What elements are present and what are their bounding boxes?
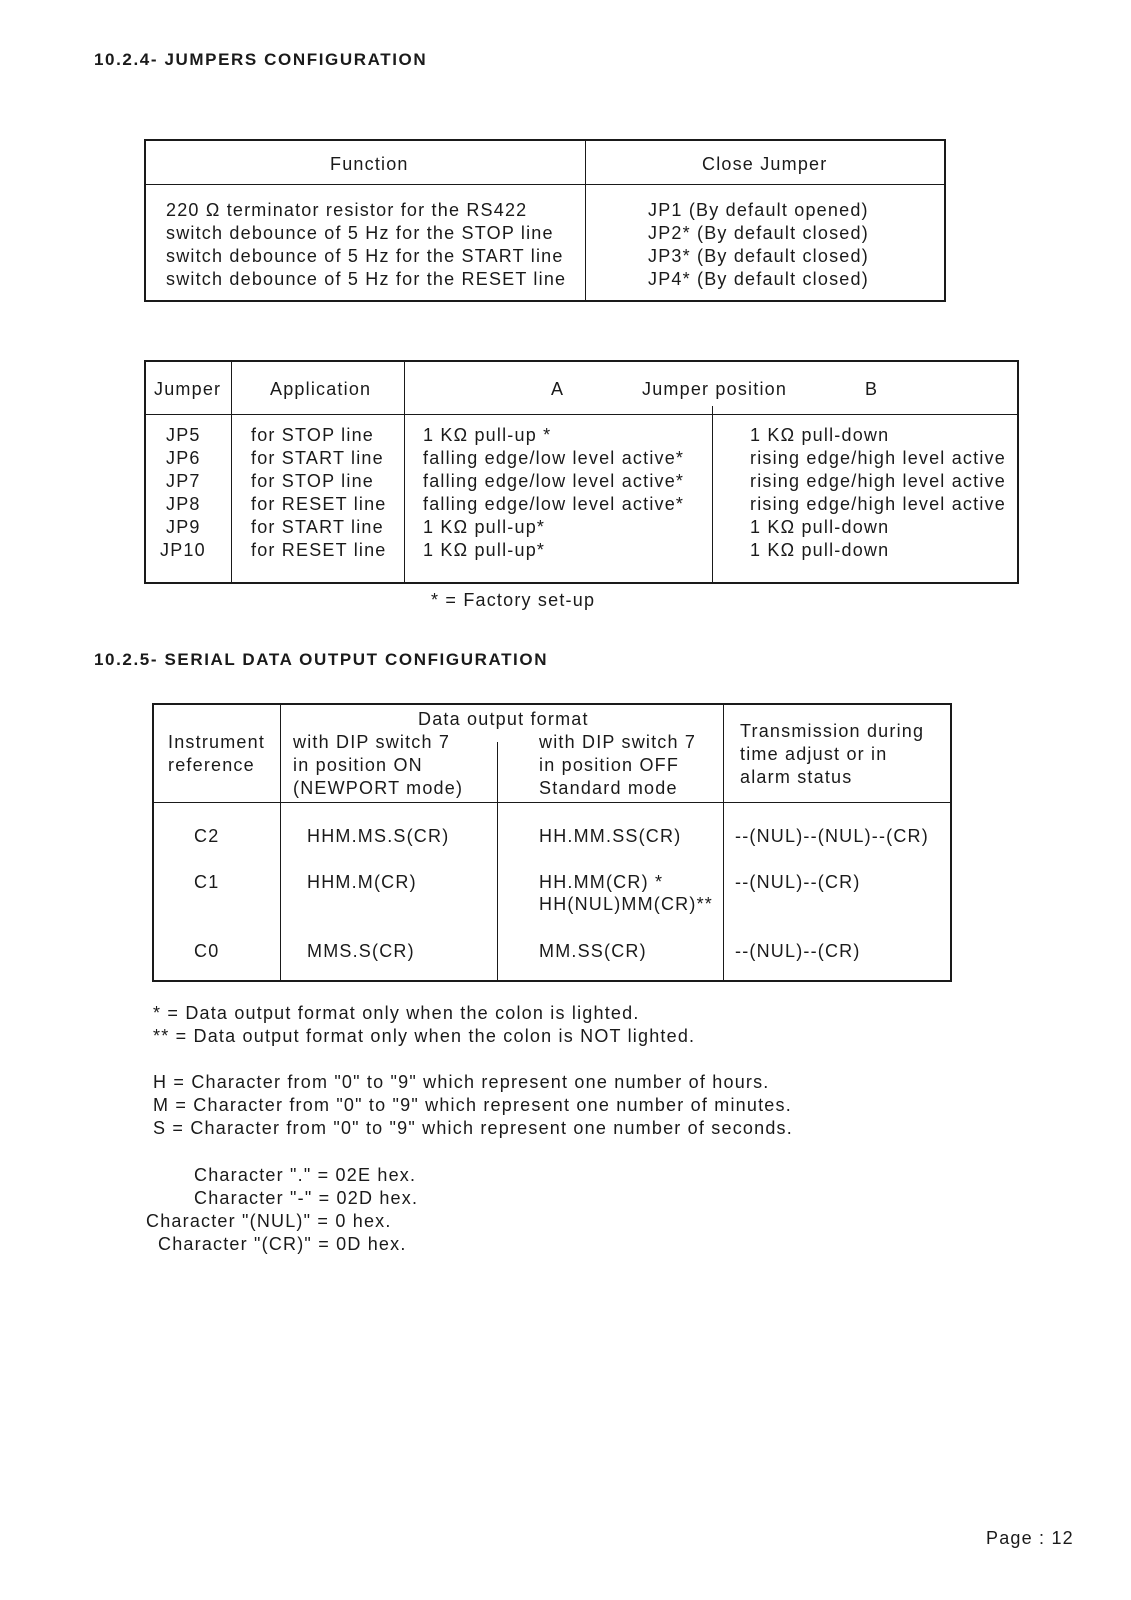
transmission-cell: --(NUL)--(CR) (735, 941, 861, 961)
application-cell: for START line (251, 517, 384, 537)
format-off-cell: HH.MM.SS(CR) (539, 826, 682, 846)
table-divider (404, 360, 405, 584)
page-number: Page : 12 (986, 1528, 1074, 1548)
format-off-cell: HH(NUL)MM(CR)** (539, 894, 713, 914)
position-b-cell: 1 KΩ pull-down (750, 517, 890, 537)
column-header-jumper-position: Jumper position (642, 379, 788, 399)
column-header-dip-off: with DIP switch 7 (539, 732, 697, 752)
table-divider (144, 414, 1019, 415)
column-header-instrument: Instrument (168, 732, 266, 752)
table-divider (723, 703, 724, 982)
position-b-cell: rising edge/high level active (750, 471, 1006, 491)
application-cell: for RESET line (251, 540, 387, 560)
table-divider (585, 139, 586, 302)
character-code-line: Character "-" = 02D hex. (194, 1188, 419, 1208)
factory-setup-footnote: * = Factory set-up (431, 590, 596, 610)
transmission-cell: --(NUL)--(NUL)--(CR) (735, 826, 929, 846)
table-divider (152, 802, 952, 803)
position-a-cell: falling edge/low level active* (423, 471, 685, 491)
note-line: * = Data output format only when the colon is lighted. (153, 1003, 640, 1023)
table-divider (712, 406, 713, 584)
column-header-function: Function (330, 154, 409, 174)
position-a-cell: falling edge/low level active* (423, 448, 685, 468)
definition-line: S = Character from "0" to "9" which represent one number of seconds. (153, 1118, 793, 1138)
column-header-close-jumper: Close Jumper (702, 154, 828, 174)
function-cell: switch debounce of 5 Hz for the RESET line (166, 269, 567, 289)
column-header-transmission: Transmission during (740, 721, 925, 741)
function-cell: 220 Ω terminator resistor for the RS422 (166, 200, 528, 220)
position-a-cell: 1 KΩ pull-up * (423, 425, 552, 445)
column-header-transmission: alarm status (740, 767, 853, 787)
table-divider (144, 184, 946, 185)
position-b-cell: 1 KΩ pull-down (750, 425, 890, 445)
jumper-id: JP5 (166, 425, 201, 445)
position-a-cell: falling edge/low level active* (423, 494, 685, 514)
column-header-dip-on: in position ON (293, 755, 423, 775)
note-line: ** = Data output format only when the colon is NOT lighted. (153, 1026, 696, 1046)
character-code-line: Character "(CR)" = 0D hex. (158, 1234, 407, 1254)
jumper-cell: JP4* (By default closed) (648, 269, 869, 289)
jumper-cell: JP3* (By default closed) (648, 246, 869, 266)
table-divider (231, 360, 232, 584)
application-cell: for RESET line (251, 494, 387, 514)
table-divider (497, 742, 498, 982)
column-header-dip-on: (NEWPORT mode) (293, 778, 464, 798)
application-cell: for STOP line (251, 471, 374, 491)
jumper-id: JP8 (166, 494, 201, 514)
position-a-cell: 1 KΩ pull-up* (423, 517, 546, 537)
column-header-dip-off: Standard mode (539, 778, 678, 798)
section-title-serial-output: 10.2.5- SERIAL DATA OUTPUT CONFIGURATION (94, 650, 549, 669)
jumper-id: JP6 (166, 448, 201, 468)
jumper-id: JP9 (166, 517, 201, 537)
jumper-id: JP7 (166, 471, 201, 491)
column-header-data-output-format: Data output format (418, 709, 589, 729)
definition-line: H = Character from "0" to "9" which represent one number of hours. (153, 1072, 770, 1092)
column-header-dip-on: with DIP switch 7 (293, 732, 451, 752)
character-code-line: Character "." = 02E hex. (194, 1165, 417, 1185)
jumper-cell: JP2* (By default closed) (648, 223, 869, 243)
instrument-reference: C0 (194, 941, 220, 961)
instrument-reference: C1 (194, 872, 220, 892)
position-b-cell: rising edge/high level active (750, 494, 1006, 514)
application-cell: for STOP line (251, 425, 374, 445)
position-b-cell: rising edge/high level active (750, 448, 1006, 468)
column-header-instrument: reference (168, 755, 255, 775)
format-on-cell: MMS.S(CR) (307, 941, 415, 961)
format-on-cell: HHM.MS.S(CR) (307, 826, 450, 846)
format-off-cell: HH.MM(CR) * (539, 872, 664, 892)
function-cell: switch debounce of 5 Hz for the START line (166, 246, 564, 266)
column-header-jumper: Jumper (154, 379, 222, 399)
column-header-transmission: time adjust or in (740, 744, 888, 764)
jumper-id: JP10 (160, 540, 206, 560)
column-header-a: A (551, 379, 565, 399)
instrument-reference: C2 (194, 826, 220, 846)
transmission-cell: --(NUL)--(CR) (735, 872, 861, 892)
definition-line: M = Character from "0" to "9" which represent one number of minutes. (153, 1095, 792, 1115)
function-cell: switch debounce of 5 Hz for the STOP line (166, 223, 554, 243)
section-title-jumpers: 10.2.4- JUMPERS CONFIGURATION (94, 50, 428, 69)
column-header-b: B (865, 379, 879, 399)
character-code-line: Character "(NUL)" = 0 hex. (146, 1211, 392, 1231)
format-on-cell: HHM.M(CR) (307, 872, 417, 892)
application-cell: for START line (251, 448, 384, 468)
position-b-cell: 1 KΩ pull-down (750, 540, 890, 560)
table-divider (280, 703, 281, 982)
format-off-cell: MM.SS(CR) (539, 941, 647, 961)
column-header-dip-off: in position OFF (539, 755, 680, 775)
jumper-cell: JP1 (By default opened) (648, 200, 869, 220)
position-a-cell: 1 KΩ pull-up* (423, 540, 546, 560)
column-header-application: Application (270, 379, 372, 399)
